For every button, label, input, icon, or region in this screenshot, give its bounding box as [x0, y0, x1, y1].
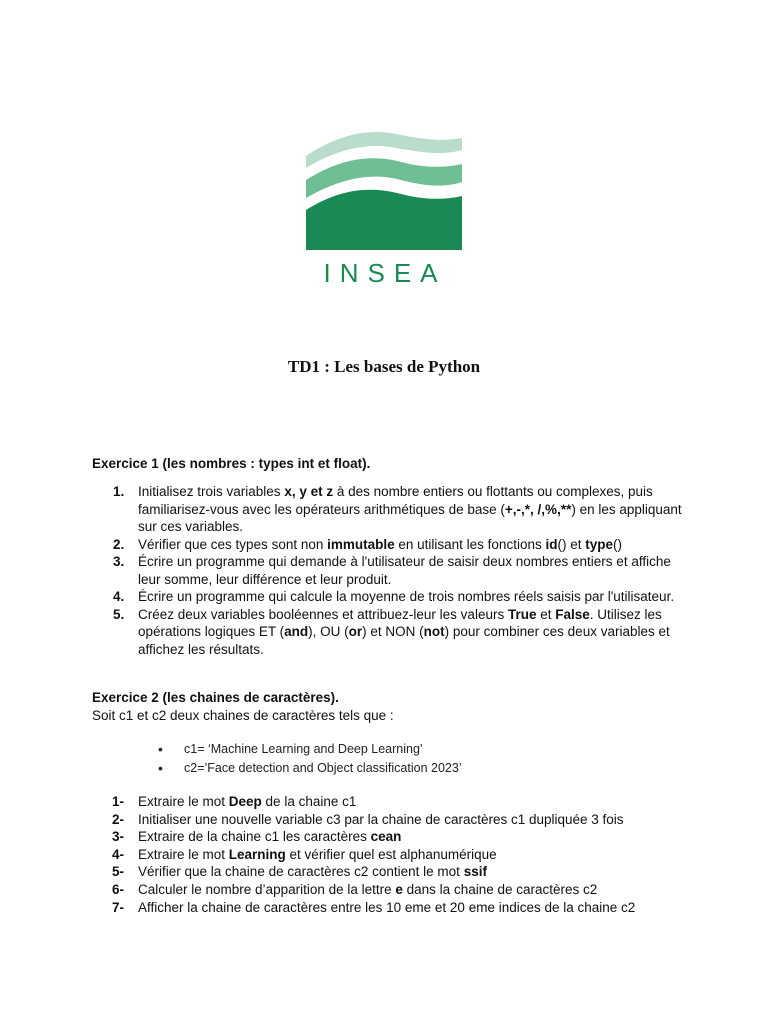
item-text: et vérifier quel est alphanumérique: [285, 846, 497, 862]
item-number: 2.: [113, 536, 125, 552]
item-text: Calculer le nombre d’apparition de la lettre: [138, 881, 396, 897]
emphasized-text: not: [423, 624, 445, 639]
string-definitions: [158, 740, 462, 778]
emphasized-text: cean: [370, 829, 402, 845]
bullet-c1: • c1= ‘Machine Learning and Deep Learning’: [158, 740, 462, 759]
item-text: () et: [557, 536, 586, 552]
logo-text: INSEA: [323, 258, 447, 288]
insea-logo: [300, 128, 470, 288]
item-text: Écrire un programme qui demande à l'utilisateur de saisir deux nombres entiers et affiche leur somme, leur différence et leur produit.: [138, 554, 671, 587]
emphasized-text: Deep: [228, 794, 262, 809]
item-text: ) en les appliquant sur ces variables.: [138, 501, 682, 534]
exercise1-heading: Exercice 1 (les nombres : types int et float).: [92, 456, 371, 471]
exercise2-heading: Exercice 2 (les chaines de caractères).: [92, 690, 339, 705]
emphasized-text: Learning: [228, 846, 286, 862]
item-text: ) pour combiner ces deux variables et affichez les résultats.: [138, 624, 670, 657]
list-item: [112, 846, 712, 864]
item-text: Créez deux variables booléennes et attribuez-leur les valeurs: [138, 606, 508, 622]
list-item: [112, 828, 712, 846]
emphasized-text: id: [545, 536, 558, 552]
list-item: [112, 863, 712, 881]
exercise2-intro: Soit c1 et c2 deux chaines de caractères tels que :: [92, 708, 394, 723]
item-text: ) et NON (: [362, 624, 424, 639]
item-text: Vérifier que ces types sont non: [138, 536, 328, 552]
item-text: Extraire le mot: [138, 846, 229, 862]
item-text: en utilisant les fonctions: [394, 536, 546, 552]
bullet-c2: • c2=’Face detection and Object classification 2023’: [158, 759, 462, 778]
emphasized-text: True: [507, 606, 537, 622]
list-item: [92, 536, 682, 554]
exercise2-list: [112, 793, 712, 916]
item-text: . Utilisez les opérations logiques ET (: [138, 606, 662, 639]
list-item: [92, 606, 682, 659]
list-item: [112, 881, 712, 899]
item-number: 2-: [112, 811, 125, 827]
emphasized-text: +,-,*, /,%,**: [504, 501, 572, 517]
emphasized-text: or: [348, 624, 363, 639]
item-text: (): [613, 536, 622, 552]
list-item: [112, 793, 712, 811]
list-item: [112, 811, 712, 829]
item-text: dans la chaine de caractères c2: [402, 881, 598, 897]
list-item: [92, 483, 682, 536]
item-text: Vérifier que la chaine de caractères c2 contient le mot: [138, 864, 464, 880]
item-text: et: [536, 606, 556, 622]
item-number: 4.: [113, 589, 125, 604]
item-number: 5.: [113, 606, 125, 622]
emphasized-text: False: [555, 606, 590, 622]
item-text: Extraire de la chaine c1 les caractères: [138, 829, 371, 845]
list-item: [92, 553, 682, 588]
item-text: à des nombre entiers ou flottants ou complexes, puis familiarisez-vous avec les opérateurs arithmétiques de base (: [138, 484, 653, 517]
item-number: 5-: [112, 864, 125, 880]
page-title: TD1 : Les bases de Python: [287, 357, 481, 376]
item-text: Afficher la chaine de caractères entre les 10 eme et 20 eme indices de la chaine c2: [138, 899, 636, 915]
exercise1-list: [92, 483, 682, 658]
item-text: de la chaine c1: [261, 794, 357, 809]
emphasized-text: type: [585, 536, 613, 552]
list-item: [112, 899, 712, 917]
emphasized-text: ssif: [463, 864, 487, 880]
emphasized-text: immutable: [327, 536, 395, 552]
item-number: 7-: [112, 899, 125, 915]
item-text: ), OU (: [308, 624, 349, 639]
item-number: 6-: [112, 881, 125, 897]
insea-waves-icon: [306, 128, 462, 250]
item-text: Initialiser une nouvelle variable c3 par la chaine de caractères c1 dupliquée 3 fois: [138, 811, 624, 827]
item-number: 4-: [112, 846, 125, 862]
item-text: Initialisez trois variables: [138, 484, 285, 499]
emphasized-text: and: [284, 624, 309, 639]
item-number: 1-: [112, 794, 125, 809]
item-text: Extraire le mot: [138, 794, 229, 809]
item-number: 3-: [112, 829, 125, 845]
emphasized-text: x, y et z: [284, 484, 334, 499]
item-number: 3.: [113, 554, 125, 569]
list-item: [92, 588, 682, 606]
emphasized-text: e: [395, 881, 403, 897]
item-number: 1.: [113, 484, 125, 499]
item-text: Écrire un programme qui calcule la moyenne de trois nombres réels saisis par l'utilisateur.: [138, 589, 675, 604]
